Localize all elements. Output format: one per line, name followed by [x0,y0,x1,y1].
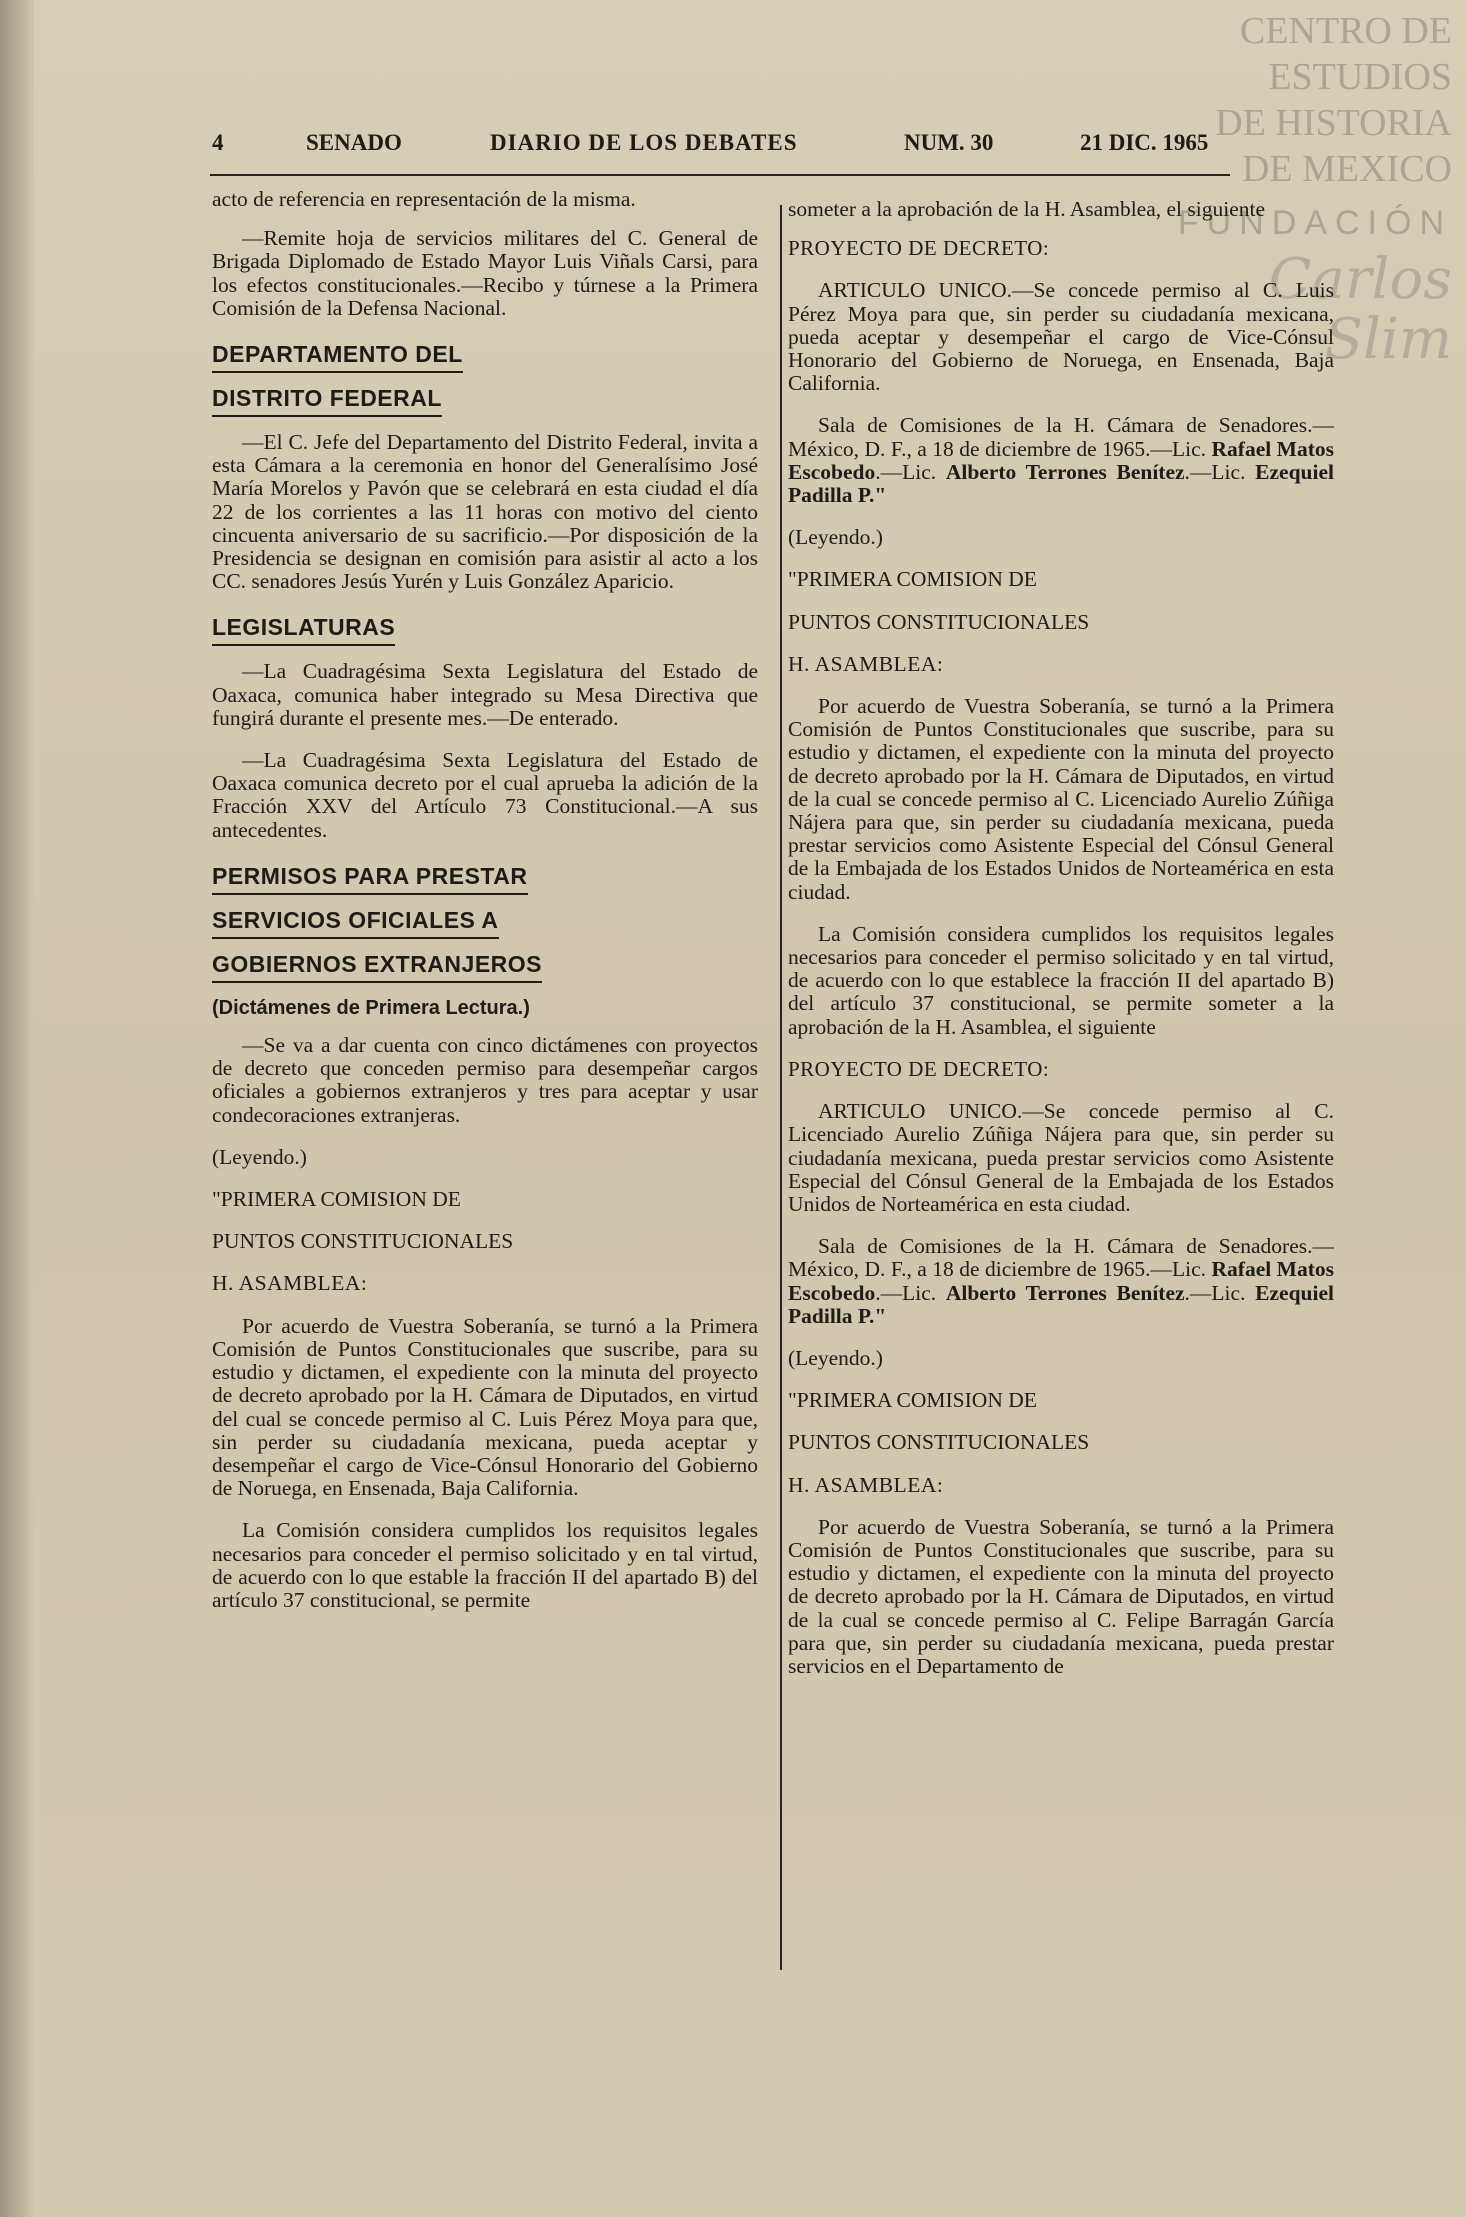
signatory-name: Alberto Terrones Benítez [945,459,1185,484]
signatory-name: Ezequiel Padilla P." [788,459,1334,508]
commission-line: "PRIMERA COMISION DE [788,1388,1037,1413]
subheading: (Dictámenes de Primera Lectura.) [212,996,530,1019]
reading-note: (Leyendo.) [788,525,883,550]
heading-text: GOBIERNOS EXTRANJEROS [212,949,542,983]
signature-text: .—Lic. [875,1280,946,1305]
issue-number: NUM. 30 [904,130,994,155]
watermark-line: DE HISTORIA [1215,102,1452,144]
left-column [212,188,758,1631]
heading-text: DEPARTAMENTO DEL [212,339,463,373]
signature-paragraph [788,414,1334,507]
signatory-name: Ezequiel Padilla P." [788,1280,1334,1328]
heading-text: LEGISLATURAS [212,612,395,646]
commission-line: PUNTOS CONSTITUCIONALES [788,609,1090,634]
paragraph: —El C. Jefe del Departamento del Distrito Federal, invita a esta Cámara a la ceremonia en honor del Generalísimo José María Morelos y Pavón que se celebrará en esta ciudad el día 22 de los corrientes a las 11 horas con motivo del ciento cincuenta aniversario de su sacrificio.—Por disposición de la Presidencia se designan en comisión para asistir al acto a los CC. senadores Jesús Yurén y Luis González Aparicio. [212,430,758,594]
publication-title: DIARIO DE LOS DEBATES [490,130,798,155]
signatory-name: Rafael Matos Escobedo [788,436,1334,484]
watermark-line: ESTUDIOS [1268,56,1452,98]
chamber-name: SENADO [306,130,402,155]
section-heading-permisos [212,861,758,983]
decree-article: ARTICULO UNICO.—Se concede permiso al C. Licenciado Aurelio Zúñiga Nájera para que, sin perder su ciudadanía mexicana, pueda prestar servicios como Asistente Especial del Cónsul General de la Embajada de los Estados Unidos de Norteamérica en esta ciudad. [788,1099,1334,1216]
reading-note: (Leyendo.) [212,1144,307,1169]
heading-text: DISTRITO FEDERAL [212,383,442,417]
paragraph: someter a la aprobación de la H. Asamblea, el siguiente [788,197,1266,221]
paragraph: Por acuerdo de Vuestra Soberanía, se turnó a la Primera Comisión de Puntos Constitucionales que suscribe, para su estudio y dictamen, el expediente con la minuta del proyecto de decreto aprobado por la H. Cámara de Diputados, en virtud de la cual se concede permiso al C. Licenciado Aurelio Zúñiga Nájera para que, sin perder su ciudadanía mexicana, pueda prestar servicios como Asistente Especial del Cónsul General de la Embajada de los Estados Unidos de Norteamérica en esta ciudad. [788,694,1334,904]
signature-text: Sala de Comisiones de la H. Cámara de Senadores.—México, D. F., a 18 de diciembre de 1965.—Lic. [788,413,1334,461]
commission-title [212,1188,758,1253]
paragraph: —La Cuadragésima Sexta Legislatura del Estado de Oaxaca comunica decreto por el cual aprueba la adición de la Fracción XXV del Artículo 73 Constitucional.—A sus antecedentes. [212,748,758,842]
decree-title: PROYECTO DE DECRETO: [788,236,1050,261]
heading-text: SERVICIOS OFICIALES A [212,905,499,939]
signature-text: .—Lic. [1184,459,1256,484]
salutation: H. ASAMBLEA: [788,651,944,676]
signature-text: .—Lic. [875,459,946,484]
section-heading-line [212,861,758,895]
paragraph: La Comisión considera cumplidos los requisitos legales necesarios para conceder el permiso solicitado y en tal virtud, de acuerdo con lo que estable la fracción II del apartado B) del artículo 37 constitucional, se permite [212,1518,758,1612]
salutation: H. ASAMBLEA: [212,1271,368,1296]
paragraph: acto de referencia en representación de la misma. [212,187,636,211]
watermark-signature: Carlos Slim [1268,247,1452,372]
issue-date: 21 DIC. 1965 [1080,130,1209,155]
watermark-line: DE MEXICO [1241,148,1452,190]
reading-note: (Leyendo.) [788,1345,883,1370]
decree-title: PROYECTO DE DECRETO: [788,1056,1050,1081]
decree-article: ARTICULO UNICO.—Se concede permiso al C. Luis Pérez Moya para que, sin perder su ciudadanía mexicana, pueda aceptar y desempeñar el cargo de Vice-Cónsul Honorario del Gobierno de Noruega, en Ensenada, Baja California. [788,278,1334,396]
heading-text: PERMISOS PARA PRESTAR [212,861,528,895]
page-binding-edge [0,0,34,2217]
header-rule [210,174,1230,176]
right-column [788,198,1334,1697]
watermark-fundacion: FUNDACIÓN [1177,204,1452,242]
paragraph: Por acuerdo de Vuestra Soberanía, se turnó a la Primera Comisión de Puntos Constitucionales que suscribe, para su estudio y dictamen, el expediente con la minuta del proyecto de decreto aprobado por la H. Cámara de Diputados, en virtud de la cual se concede permiso al C. Felipe Barragán García para que, sin perder su ciudadanía mexicana, pueda prestar servicios en el Departamento de [788,1514,1334,1678]
section-heading-line [212,339,758,373]
commission-line: "PRIMERA COMISION DE [212,1187,461,1212]
signature-text: .—Lic. [1184,1280,1256,1305]
section-heading-line [212,905,758,939]
signatory-name: Alberto Terrones Benítez [945,1280,1185,1305]
section-heading-legislaturas [212,612,758,646]
commission-title [788,1389,1334,1454]
paragraph: La Comisión considera cumplidos los requisitos legales necesarios para conceder el permiso solicitado y en tal virtud, de acuerdo con lo que establece la fracción II del apartado B) del artículo 37 constitucional, se permite someter a la aprobación de la H. Asamblea, el siguiente [788,921,1334,1039]
column-divider [780,205,782,1970]
salutation: H. ASAMBLEA: [788,1472,944,1497]
signatory-name: Rafael Matos Escobedo [788,1257,1334,1305]
page-number: 4 [212,130,224,155]
commission-line: "PRIMERA COMISION DE [788,567,1037,592]
section-heading-line [212,383,758,417]
signature-text: Sala de Comisiones de la H. Cámara de Senadores.—México, D. F., a 18 de diciembre de 1965.—Lic. [788,1234,1334,1282]
page-header [212,130,1372,170]
paragraph: Por acuerdo de Vuestra Soberanía, se turnó a la Primera Comisión de Puntos Constitucionales que suscribe, para su estudio y dictamen, el expediente con la minuta del proyecto de decreto aprobado por la H. Cámara de Diputados, en virtud del cual se concede permiso al C. Luis Pérez Moya para que, sin perder su ciudadanía mexicana, pueda aceptar y desempeñar el cargo de Vice-Cónsul Honorario del Gobierno de Noruega, en Ensenada, Baja California. [212,1313,758,1501]
paragraph: —Remite hoja de servicios militares del C. General de Brigada Diplomado de Estado Mayor Luis Viñals Carsi, para los efectos constitucionales.—Recibo y túrnese a la Primera Comisión de la Defensa Nacional. [212,226,758,320]
section-heading-line [212,612,758,646]
section-heading-departamento [212,339,758,417]
watermark-line: CENTRO DE [1239,10,1452,52]
section-heading-line [212,949,758,983]
paragraph: —Se va a dar cuenta con cinco dictámenes con proyectos de decreto que conceden permiso para desempeñar cargos oficiales a gobiernos extranjeros y tres para aceptar y usar condecoraciones extranjeras. [212,1033,758,1127]
paragraph: —La Cuadragésima Sexta Legislatura del Estado de Oaxaca, comunica haber integrado su Mesa Directiva que fungirá durante el presente mes.—De enterado. [212,659,758,730]
commission-line: PUNTOS CONSTITUCIONALES [788,1430,1090,1455]
commission-line: PUNTOS CONSTITUCIONALES [212,1229,514,1254]
signature-paragraph [788,1235,1334,1328]
commission-title [788,568,1334,633]
